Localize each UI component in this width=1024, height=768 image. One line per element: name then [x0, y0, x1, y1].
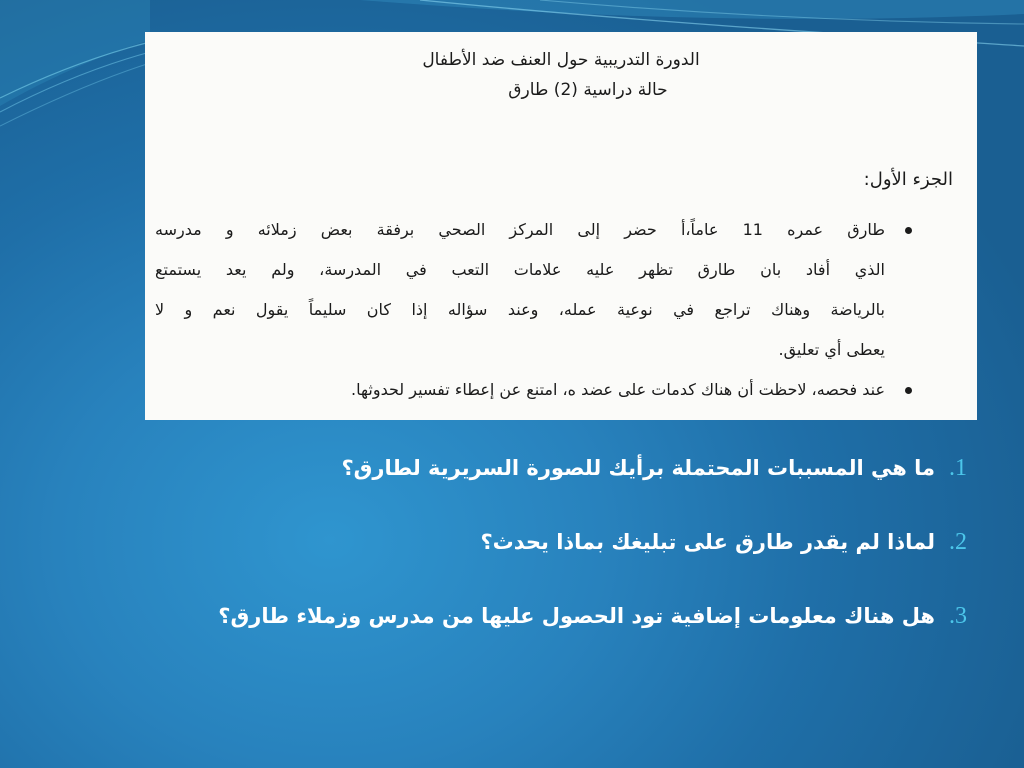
bullet-line-text: الذي أفاد بان طارق تظهر عليه علامات التعب في المدرسة، ولم يعد يستمتع: [155, 260, 885, 279]
question-item: [30, 597, 967, 635]
top-right-wave: [360, 0, 1024, 19]
question-text: هل هناك معلومات إضافية تود الحصول عليها من مدرس وزملاء طارق؟: [218, 604, 935, 628]
bullet-line-text: عند فحصه، لاحظت أن هناك كدمات على عضد ه، امتنع عن إعطاء تفسير لحدوثها.: [351, 380, 885, 399]
question-item: [30, 449, 967, 487]
question-list: [30, 449, 967, 671]
document-bullet-list: [155, 210, 885, 410]
bullet-line-text: يعطى أي تعليق.: [778, 340, 885, 359]
question-number: 2.: [949, 529, 967, 555]
question-text: لماذا لم يقدر طارق على تبليغك بماذا يحدث؟: [480, 530, 935, 554]
bullet-line-text: بالرياضة وهناك تراجع في نوعية عمله، وعند سؤاله إذا كان سليماً يقول نعم و لا: [155, 300, 885, 319]
question-item: [30, 523, 967, 561]
top-left-light-band: [0, 0, 150, 106]
bullet-icon: [905, 387, 912, 394]
bullet-line-text: طارق عمره 11 عاماً،أ حضر إلى المركز الصحي برفقة بعض زملائه و مدرسه: [155, 220, 885, 239]
bullet-line: [155, 290, 885, 330]
bullet-icon: [905, 227, 912, 234]
question-number: 3.: [949, 603, 967, 629]
bullet-line: [155, 210, 885, 250]
section-heading: الجزء الأول:: [863, 169, 953, 190]
scanned-case-study-document: [145, 32, 977, 420]
document-title-block: [145, 45, 977, 105]
question-number: 1.: [949, 455, 967, 481]
document-subtitle: حالة دراسية (2) طارق: [508, 80, 668, 100]
bullet-line: [155, 250, 885, 290]
question-text: ما هي المسببات المحتملة برأيك للصورة السريرية لطارق؟: [341, 456, 935, 480]
bullet-line: [155, 330, 885, 370]
bullet-line: [155, 370, 885, 410]
document-title: الدورة التدريبية حول العنف ضد الأطفال: [422, 50, 700, 70]
